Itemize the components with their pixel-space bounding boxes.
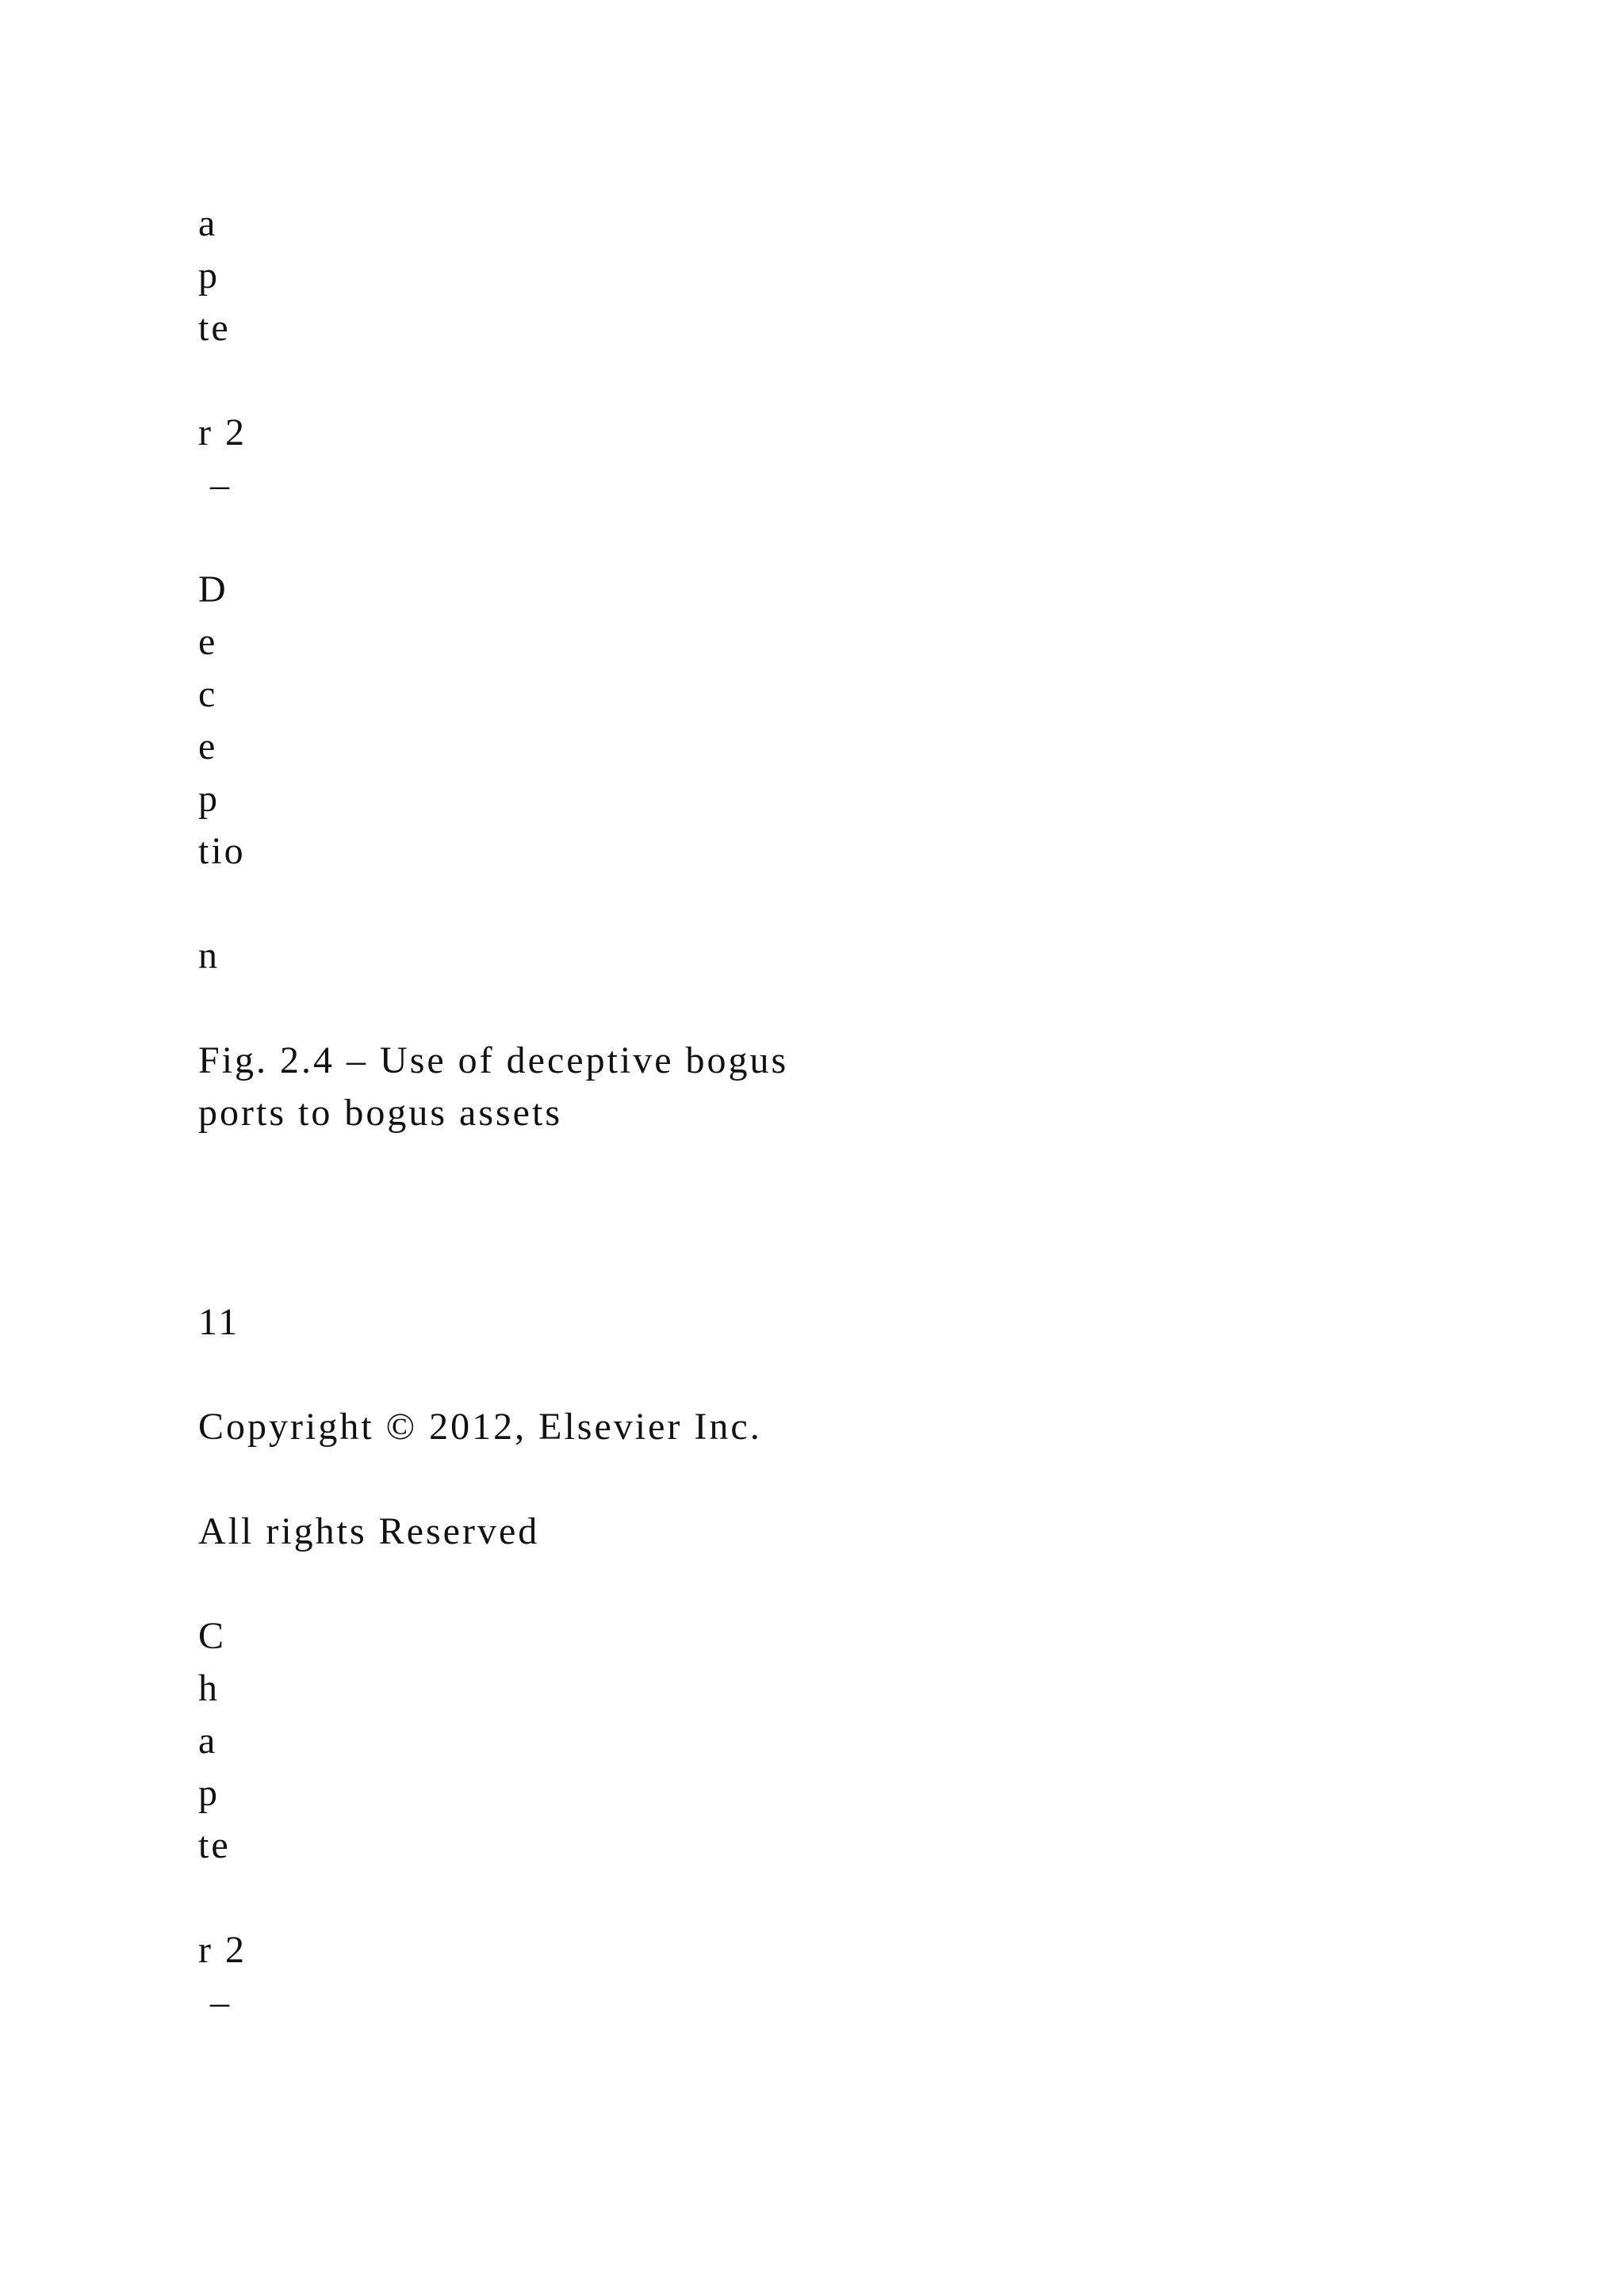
page-number: 11 <box>198 1301 240 1343</box>
vertical-title-fragment: tio <box>198 830 246 872</box>
vertical-title-fragment: C <box>198 1615 227 1657</box>
figure-caption-line-1: Fig. 2.4 – Use of deceptive bogus <box>198 1039 789 1081</box>
vertical-title-fragment: n <box>198 935 220 977</box>
figure-caption-line-2: ports to bogus assets <box>198 1092 562 1134</box>
vertical-title-fragment: te <box>198 1824 231 1866</box>
vertical-title-fragment: c <box>198 673 218 715</box>
copyright-notice: Copyright © 2012, Elsevier Inc. <box>198 1406 762 1448</box>
vertical-title-fragment: r 2 <box>198 411 247 453</box>
vertical-title-fragment: D <box>198 568 228 610</box>
vertical-title-fragment: p <box>198 778 220 820</box>
vertical-title-fragment: a <box>198 1720 218 1762</box>
rights-notice: All rights Reserved <box>198 1510 540 1552</box>
vertical-title-fragment: e <box>198 621 218 663</box>
vertical-title-fragment: p <box>198 1772 220 1814</box>
vertical-title-fragment: e <box>198 725 218 767</box>
vertical-title-fragment: r 2 <box>198 1929 247 1971</box>
vertical-title-fragment: p <box>198 254 220 297</box>
vertical-title-fragment: – <box>198 464 232 506</box>
vertical-title-fragment: te <box>198 307 231 349</box>
vertical-title-fragment: – <box>198 1981 232 2023</box>
vertical-title-fragment: h <box>198 1667 220 1709</box>
vertical-title-fragment: a <box>198 202 218 244</box>
